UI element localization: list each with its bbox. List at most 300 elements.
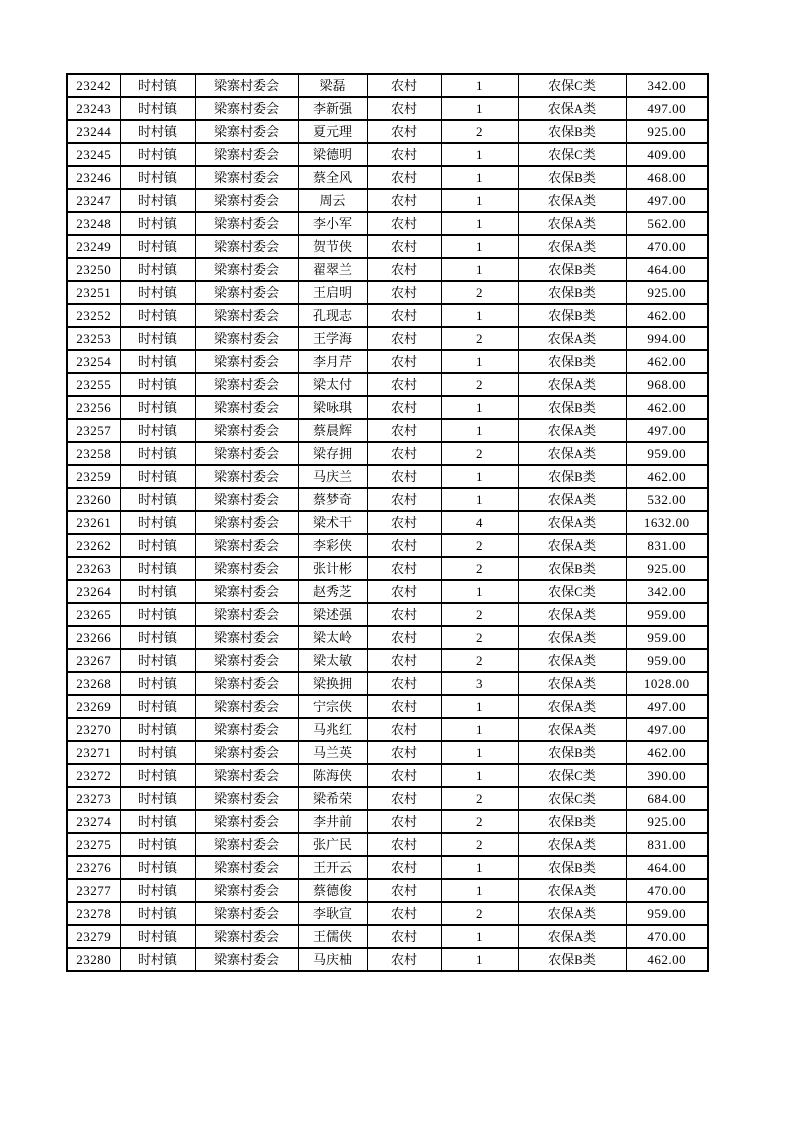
cell-household-type: 农村 bbox=[367, 626, 441, 649]
cell-household-type: 农村 bbox=[367, 534, 441, 557]
table-row bbox=[67, 741, 708, 764]
cell-household-type: 农村 bbox=[367, 373, 441, 396]
cell-amount: 959.00 bbox=[626, 442, 708, 465]
roster-table bbox=[66, 73, 709, 972]
cell-household-type: 农村 bbox=[367, 143, 441, 166]
cell-insurance-category: 农保B类 bbox=[518, 258, 626, 281]
cell-person-count: 1 bbox=[441, 856, 518, 879]
cell-person-name: 蔡梦奇 bbox=[298, 488, 367, 511]
cell-village-committee: 梁寨村委会 bbox=[195, 442, 298, 465]
cell-town: 时村镇 bbox=[120, 856, 195, 879]
cell-town: 时村镇 bbox=[120, 557, 195, 580]
cell-person-name: 夏元理 bbox=[298, 120, 367, 143]
cell-insurance-category: 农保A类 bbox=[518, 189, 626, 212]
table-row bbox=[67, 764, 708, 787]
cell-town: 时村镇 bbox=[120, 902, 195, 925]
cell-person-name: 李彩侠 bbox=[298, 534, 367, 557]
table-row bbox=[67, 557, 708, 580]
cell-person-name: 王启明 bbox=[298, 281, 367, 304]
cell-insurance-category: 农保B类 bbox=[518, 120, 626, 143]
cell-village-committee: 梁寨村委会 bbox=[195, 626, 298, 649]
cell-record-id: 23275 bbox=[67, 833, 120, 856]
table-row bbox=[67, 695, 708, 718]
cell-record-id: 23245 bbox=[67, 143, 120, 166]
cell-village-committee: 梁寨村委会 bbox=[195, 879, 298, 902]
cell-insurance-category: 农保C类 bbox=[518, 580, 626, 603]
cell-insurance-category: 农保B类 bbox=[518, 741, 626, 764]
cell-household-type: 农村 bbox=[367, 695, 441, 718]
table-row bbox=[67, 143, 708, 166]
cell-person-name: 梁太岭 bbox=[298, 626, 367, 649]
cell-town: 时村镇 bbox=[120, 74, 195, 97]
cell-town: 时村镇 bbox=[120, 373, 195, 396]
cell-town: 时村镇 bbox=[120, 718, 195, 741]
table-row bbox=[67, 97, 708, 120]
table-row bbox=[67, 488, 708, 511]
cell-record-id: 23257 bbox=[67, 419, 120, 442]
cell-town: 时村镇 bbox=[120, 166, 195, 189]
cell-person-name: 梁太付 bbox=[298, 373, 367, 396]
cell-person-count: 1 bbox=[441, 695, 518, 718]
cell-record-id: 23256 bbox=[67, 396, 120, 419]
table-row bbox=[67, 350, 708, 373]
cell-person-count: 1 bbox=[441, 212, 518, 235]
cell-village-committee: 梁寨村委会 bbox=[195, 327, 298, 350]
cell-insurance-category: 农保C类 bbox=[518, 787, 626, 810]
cell-village-committee: 梁寨村委会 bbox=[195, 189, 298, 212]
cell-town: 时村镇 bbox=[120, 97, 195, 120]
cell-amount: 497.00 bbox=[626, 97, 708, 120]
cell-insurance-category: 农保A类 bbox=[518, 879, 626, 902]
cell-person-name: 翟翠兰 bbox=[298, 258, 367, 281]
cell-village-committee: 梁寨村委会 bbox=[195, 419, 298, 442]
cell-record-id: 23277 bbox=[67, 879, 120, 902]
cell-household-type: 农村 bbox=[367, 419, 441, 442]
table-row bbox=[67, 327, 708, 350]
cell-town: 时村镇 bbox=[120, 511, 195, 534]
cell-record-id: 23262 bbox=[67, 534, 120, 557]
cell-village-committee: 梁寨村委会 bbox=[195, 120, 298, 143]
cell-town: 时村镇 bbox=[120, 189, 195, 212]
cell-person-count: 2 bbox=[441, 603, 518, 626]
cell-town: 时村镇 bbox=[120, 879, 195, 902]
cell-person-count: 1 bbox=[441, 189, 518, 212]
table-row bbox=[67, 833, 708, 856]
cell-amount: 831.00 bbox=[626, 534, 708, 557]
cell-person-name: 赵秀芝 bbox=[298, 580, 367, 603]
cell-person-count: 2 bbox=[441, 787, 518, 810]
cell-village-committee: 梁寨村委会 bbox=[195, 764, 298, 787]
cell-town: 时村镇 bbox=[120, 281, 195, 304]
cell-record-id: 23270 bbox=[67, 718, 120, 741]
cell-insurance-category: 农保A类 bbox=[518, 649, 626, 672]
cell-village-committee: 梁寨村委会 bbox=[195, 810, 298, 833]
cell-person-name: 马庆柚 bbox=[298, 948, 367, 971]
cell-household-type: 农村 bbox=[367, 120, 441, 143]
cell-record-id: 23259 bbox=[67, 465, 120, 488]
cell-insurance-category: 农保A类 bbox=[518, 534, 626, 557]
cell-village-committee: 梁寨村委会 bbox=[195, 511, 298, 534]
table-row bbox=[67, 580, 708, 603]
cell-insurance-category: 农保C类 bbox=[518, 74, 626, 97]
table-row bbox=[67, 74, 708, 97]
cell-insurance-category: 农保B类 bbox=[518, 304, 626, 327]
cell-record-id: 23244 bbox=[67, 120, 120, 143]
cell-insurance-category: 农保C类 bbox=[518, 764, 626, 787]
cell-person-count: 1 bbox=[441, 304, 518, 327]
cell-insurance-category: 农保B类 bbox=[518, 281, 626, 304]
cell-person-name: 周云 bbox=[298, 189, 367, 212]
cell-town: 时村镇 bbox=[120, 603, 195, 626]
cell-amount: 994.00 bbox=[626, 327, 708, 350]
cell-town: 时村镇 bbox=[120, 626, 195, 649]
table-body bbox=[67, 74, 708, 971]
cell-town: 时村镇 bbox=[120, 580, 195, 603]
cell-town: 时村镇 bbox=[120, 350, 195, 373]
cell-insurance-category: 农保B类 bbox=[518, 856, 626, 879]
cell-amount: 464.00 bbox=[626, 258, 708, 281]
cell-insurance-category: 农保A类 bbox=[518, 488, 626, 511]
table-row bbox=[67, 672, 708, 695]
table-row bbox=[67, 419, 708, 442]
cell-amount: 925.00 bbox=[626, 810, 708, 833]
cell-person-name: 王学海 bbox=[298, 327, 367, 350]
cell-town: 时村镇 bbox=[120, 212, 195, 235]
cell-village-committee: 梁寨村委会 bbox=[195, 488, 298, 511]
cell-village-committee: 梁寨村委会 bbox=[195, 350, 298, 373]
cell-person-count: 1 bbox=[441, 74, 518, 97]
cell-person-name: 宁宗侠 bbox=[298, 695, 367, 718]
cell-household-type: 农村 bbox=[367, 879, 441, 902]
cell-insurance-category: 农保B类 bbox=[518, 465, 626, 488]
cell-person-name: 李小军 bbox=[298, 212, 367, 235]
cell-record-id: 23272 bbox=[67, 764, 120, 787]
cell-amount: 390.00 bbox=[626, 764, 708, 787]
cell-person-name: 梁德明 bbox=[298, 143, 367, 166]
cell-person-count: 2 bbox=[441, 281, 518, 304]
cell-person-count: 2 bbox=[441, 327, 518, 350]
cell-village-committee: 梁寨村委会 bbox=[195, 925, 298, 948]
cell-town: 时村镇 bbox=[120, 465, 195, 488]
cell-household-type: 农村 bbox=[367, 258, 441, 281]
cell-amount: 1028.00 bbox=[626, 672, 708, 695]
table-row bbox=[67, 787, 708, 810]
cell-amount: 497.00 bbox=[626, 718, 708, 741]
cell-person-count: 2 bbox=[441, 557, 518, 580]
cell-household-type: 农村 bbox=[367, 741, 441, 764]
cell-person-count: 2 bbox=[441, 626, 518, 649]
cell-household-type: 农村 bbox=[367, 603, 441, 626]
cell-household-type: 农村 bbox=[367, 787, 441, 810]
cell-record-id: 23271 bbox=[67, 741, 120, 764]
cell-village-committee: 梁寨村委会 bbox=[195, 304, 298, 327]
cell-person-count: 1 bbox=[441, 166, 518, 189]
cell-village-committee: 梁寨村委会 bbox=[195, 166, 298, 189]
cell-town: 时村镇 bbox=[120, 925, 195, 948]
cell-town: 时村镇 bbox=[120, 235, 195, 258]
cell-amount: 342.00 bbox=[626, 580, 708, 603]
cell-insurance-category: 农保A类 bbox=[518, 695, 626, 718]
cell-household-type: 农村 bbox=[367, 212, 441, 235]
cell-amount: 959.00 bbox=[626, 649, 708, 672]
cell-person-name: 马兰英 bbox=[298, 741, 367, 764]
table-row bbox=[67, 442, 708, 465]
table-row bbox=[67, 373, 708, 396]
cell-person-count: 1 bbox=[441, 488, 518, 511]
cell-household-type: 农村 bbox=[367, 396, 441, 419]
cell-insurance-category: 农保B类 bbox=[518, 350, 626, 373]
cell-town: 时村镇 bbox=[120, 948, 195, 971]
cell-person-count: 2 bbox=[441, 833, 518, 856]
cell-record-id: 23269 bbox=[67, 695, 120, 718]
roster-table-container bbox=[66, 73, 707, 972]
cell-insurance-category: 农保B类 bbox=[518, 396, 626, 419]
cell-household-type: 农村 bbox=[367, 488, 441, 511]
cell-amount: 1632.00 bbox=[626, 511, 708, 534]
cell-amount: 468.00 bbox=[626, 166, 708, 189]
table-row bbox=[67, 281, 708, 304]
cell-household-type: 农村 bbox=[367, 856, 441, 879]
cell-amount: 562.00 bbox=[626, 212, 708, 235]
cell-village-committee: 梁寨村委会 bbox=[195, 143, 298, 166]
table-row bbox=[67, 626, 708, 649]
cell-insurance-category: 农保A类 bbox=[518, 925, 626, 948]
table-row bbox=[67, 925, 708, 948]
cell-insurance-category: 农保A类 bbox=[518, 626, 626, 649]
cell-town: 时村镇 bbox=[120, 534, 195, 557]
cell-household-type: 农村 bbox=[367, 511, 441, 534]
cell-person-count: 1 bbox=[441, 764, 518, 787]
cell-record-id: 23248 bbox=[67, 212, 120, 235]
cell-village-committee: 梁寨村委会 bbox=[195, 557, 298, 580]
cell-amount: 409.00 bbox=[626, 143, 708, 166]
cell-person-name: 蔡全风 bbox=[298, 166, 367, 189]
cell-amount: 968.00 bbox=[626, 373, 708, 396]
cell-record-id: 23268 bbox=[67, 672, 120, 695]
cell-record-id: 23274 bbox=[67, 810, 120, 833]
cell-insurance-category: 农保A类 bbox=[518, 672, 626, 695]
table-row bbox=[67, 304, 708, 327]
cell-insurance-category: 农保A类 bbox=[518, 419, 626, 442]
cell-town: 时村镇 bbox=[120, 810, 195, 833]
cell-amount: 470.00 bbox=[626, 879, 708, 902]
cell-record-id: 23280 bbox=[67, 948, 120, 971]
cell-person-name: 孔现志 bbox=[298, 304, 367, 327]
cell-town: 时村镇 bbox=[120, 120, 195, 143]
cell-town: 时村镇 bbox=[120, 258, 195, 281]
cell-town: 时村镇 bbox=[120, 488, 195, 511]
cell-amount: 462.00 bbox=[626, 465, 708, 488]
cell-town: 时村镇 bbox=[120, 833, 195, 856]
table-row bbox=[67, 649, 708, 672]
cell-town: 时村镇 bbox=[120, 396, 195, 419]
cell-person-count: 2 bbox=[441, 373, 518, 396]
cell-village-committee: 梁寨村委会 bbox=[195, 465, 298, 488]
cell-insurance-category: 农保A类 bbox=[518, 833, 626, 856]
cell-amount: 470.00 bbox=[626, 235, 708, 258]
cell-amount: 464.00 bbox=[626, 856, 708, 879]
cell-person-name: 王开云 bbox=[298, 856, 367, 879]
cell-record-id: 23252 bbox=[67, 304, 120, 327]
cell-insurance-category: 农保B类 bbox=[518, 166, 626, 189]
cell-record-id: 23247 bbox=[67, 189, 120, 212]
cell-household-type: 农村 bbox=[367, 833, 441, 856]
table-row bbox=[67, 511, 708, 534]
cell-amount: 462.00 bbox=[626, 741, 708, 764]
cell-person-count: 1 bbox=[441, 741, 518, 764]
cell-person-count: 1 bbox=[441, 925, 518, 948]
cell-person-name: 李新强 bbox=[298, 97, 367, 120]
cell-insurance-category: 农保B类 bbox=[518, 948, 626, 971]
cell-town: 时村镇 bbox=[120, 442, 195, 465]
cell-amount: 462.00 bbox=[626, 948, 708, 971]
cell-person-count: 1 bbox=[441, 879, 518, 902]
cell-amount: 497.00 bbox=[626, 419, 708, 442]
cell-village-committee: 梁寨村委会 bbox=[195, 212, 298, 235]
cell-insurance-category: 农保A类 bbox=[518, 97, 626, 120]
table-row bbox=[67, 189, 708, 212]
cell-village-committee: 梁寨村委会 bbox=[195, 695, 298, 718]
cell-record-id: 23264 bbox=[67, 580, 120, 603]
cell-village-committee: 梁寨村委会 bbox=[195, 902, 298, 925]
cell-record-id: 23258 bbox=[67, 442, 120, 465]
cell-amount: 925.00 bbox=[626, 120, 708, 143]
cell-person-count: 1 bbox=[441, 465, 518, 488]
cell-person-name: 李井前 bbox=[298, 810, 367, 833]
cell-amount: 831.00 bbox=[626, 833, 708, 856]
cell-town: 时村镇 bbox=[120, 143, 195, 166]
cell-record-id: 23273 bbox=[67, 787, 120, 810]
cell-household-type: 农村 bbox=[367, 580, 441, 603]
cell-record-id: 23276 bbox=[67, 856, 120, 879]
cell-person-name: 梁术干 bbox=[298, 511, 367, 534]
cell-person-name: 陈海侠 bbox=[298, 764, 367, 787]
cell-household-type: 农村 bbox=[367, 327, 441, 350]
table-row bbox=[67, 718, 708, 741]
cell-household-type: 农村 bbox=[367, 189, 441, 212]
cell-amount: 497.00 bbox=[626, 189, 708, 212]
cell-household-type: 农村 bbox=[367, 810, 441, 833]
cell-village-committee: 梁寨村委会 bbox=[195, 833, 298, 856]
cell-insurance-category: 农保C类 bbox=[518, 143, 626, 166]
cell-record-id: 23251 bbox=[67, 281, 120, 304]
cell-record-id: 23279 bbox=[67, 925, 120, 948]
cell-person-count: 1 bbox=[441, 350, 518, 373]
cell-village-committee: 梁寨村委会 bbox=[195, 741, 298, 764]
cell-amount: 532.00 bbox=[626, 488, 708, 511]
cell-person-name: 马兆红 bbox=[298, 718, 367, 741]
cell-insurance-category: 农保A类 bbox=[518, 511, 626, 534]
cell-insurance-category: 农保A类 bbox=[518, 373, 626, 396]
cell-insurance-category: 农保B类 bbox=[518, 557, 626, 580]
cell-person-name: 梁换拥 bbox=[298, 672, 367, 695]
table-row bbox=[67, 396, 708, 419]
cell-amount: 925.00 bbox=[626, 281, 708, 304]
cell-record-id: 23265 bbox=[67, 603, 120, 626]
cell-person-count: 1 bbox=[441, 718, 518, 741]
cell-insurance-category: 农保A类 bbox=[518, 212, 626, 235]
cell-record-id: 23250 bbox=[67, 258, 120, 281]
cell-town: 时村镇 bbox=[120, 787, 195, 810]
cell-person-name: 王儒侠 bbox=[298, 925, 367, 948]
cell-insurance-category: 农保A类 bbox=[518, 327, 626, 350]
table-row bbox=[67, 856, 708, 879]
cell-record-id: 23246 bbox=[67, 166, 120, 189]
cell-insurance-category: 农保A类 bbox=[518, 718, 626, 741]
cell-town: 时村镇 bbox=[120, 419, 195, 442]
cell-record-id: 23253 bbox=[67, 327, 120, 350]
cell-person-count: 1 bbox=[441, 143, 518, 166]
cell-household-type: 农村 bbox=[367, 557, 441, 580]
cell-insurance-category: 农保B类 bbox=[518, 810, 626, 833]
table-row bbox=[67, 235, 708, 258]
cell-town: 时村镇 bbox=[120, 649, 195, 672]
cell-household-type: 农村 bbox=[367, 74, 441, 97]
cell-household-type: 农村 bbox=[367, 672, 441, 695]
cell-person-name: 蔡德俊 bbox=[298, 879, 367, 902]
cell-village-committee: 梁寨村委会 bbox=[195, 97, 298, 120]
cell-household-type: 农村 bbox=[367, 902, 441, 925]
cell-person-count: 1 bbox=[441, 396, 518, 419]
table-row bbox=[67, 534, 708, 557]
cell-person-count: 4 bbox=[441, 511, 518, 534]
cell-record-id: 23260 bbox=[67, 488, 120, 511]
cell-village-committee: 梁寨村委会 bbox=[195, 672, 298, 695]
table-row bbox=[67, 948, 708, 971]
cell-amount: 497.00 bbox=[626, 695, 708, 718]
cell-record-id: 23243 bbox=[67, 97, 120, 120]
cell-person-name: 蔡晨辉 bbox=[298, 419, 367, 442]
cell-village-committee: 梁寨村委会 bbox=[195, 948, 298, 971]
table-row bbox=[67, 166, 708, 189]
cell-amount: 959.00 bbox=[626, 902, 708, 925]
cell-village-committee: 梁寨村委会 bbox=[195, 718, 298, 741]
cell-insurance-category: 农保A类 bbox=[518, 235, 626, 258]
cell-person-name: 梁述强 bbox=[298, 603, 367, 626]
cell-household-type: 农村 bbox=[367, 649, 441, 672]
cell-amount: 462.00 bbox=[626, 350, 708, 373]
cell-record-id: 23263 bbox=[67, 557, 120, 580]
table-row bbox=[67, 258, 708, 281]
cell-household-type: 农村 bbox=[367, 350, 441, 373]
cell-village-committee: 梁寨村委会 bbox=[195, 258, 298, 281]
cell-person-count: 1 bbox=[441, 235, 518, 258]
cell-town: 时村镇 bbox=[120, 764, 195, 787]
cell-household-type: 农村 bbox=[367, 764, 441, 787]
cell-record-id: 23249 bbox=[67, 235, 120, 258]
cell-amount: 470.00 bbox=[626, 925, 708, 948]
cell-household-type: 农村 bbox=[367, 281, 441, 304]
cell-person-count: 2 bbox=[441, 649, 518, 672]
cell-village-committee: 梁寨村委会 bbox=[195, 281, 298, 304]
cell-town: 时村镇 bbox=[120, 741, 195, 764]
table-row bbox=[67, 902, 708, 925]
cell-person-count: 1 bbox=[441, 97, 518, 120]
cell-amount: 959.00 bbox=[626, 626, 708, 649]
cell-person-count: 2 bbox=[441, 534, 518, 557]
cell-town: 时村镇 bbox=[120, 327, 195, 350]
cell-person-name: 梁存拥 bbox=[298, 442, 367, 465]
cell-village-committee: 梁寨村委会 bbox=[195, 74, 298, 97]
table-row bbox=[67, 879, 708, 902]
cell-insurance-category: 农保A类 bbox=[518, 603, 626, 626]
cell-village-committee: 梁寨村委会 bbox=[195, 649, 298, 672]
cell-town: 时村镇 bbox=[120, 304, 195, 327]
cell-person-name: 李耿宣 bbox=[298, 902, 367, 925]
cell-person-name: 梁咏琪 bbox=[298, 396, 367, 419]
cell-household-type: 农村 bbox=[367, 304, 441, 327]
table-row bbox=[67, 212, 708, 235]
